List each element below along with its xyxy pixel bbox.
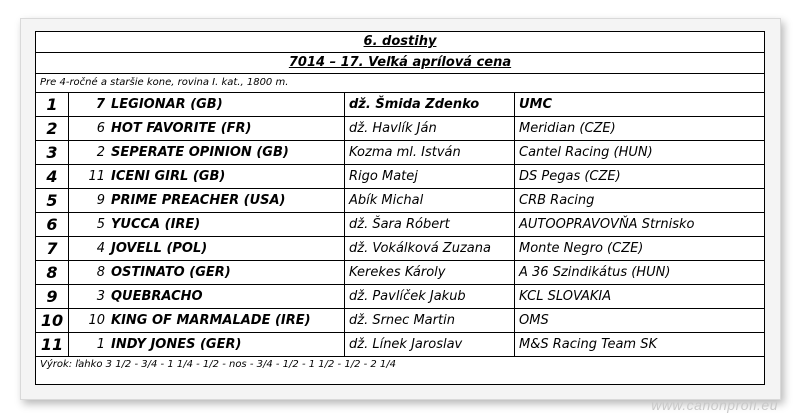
owner-cell: M&S Racing Team SK [515, 333, 765, 357]
saddle-number-cell: 2 [69, 141, 108, 165]
result-row [36, 309, 764, 333]
horse-name-cell: KING OF MARMALADE (IRE) [107, 309, 345, 333]
saddle-number-cell: 10 [69, 309, 108, 333]
owner-cell: AUTOOPRAVOVŇA Strnisko [515, 213, 765, 237]
results-table [36, 93, 764, 357]
photo-frame [20, 18, 781, 400]
result-row [36, 333, 764, 357]
position-cell: 11 [36, 333, 69, 357]
jockey-cell: dž. Vokálková Zuzana [345, 237, 515, 261]
position-cell: 5 [36, 189, 69, 213]
horse-name-cell: JOVELL (POL) [107, 237, 345, 261]
result-row [36, 285, 764, 309]
horse-name-cell: ICENI GIRL (GB) [107, 165, 345, 189]
saddle-number-cell: 3 [69, 285, 108, 309]
jockey-cell: Kerekes Károly [345, 261, 515, 285]
result-row [36, 189, 764, 213]
owner-cell: CRB Racing [515, 189, 765, 213]
jockey-cell: dž. Srnec Martin [345, 309, 515, 333]
owner-cell: A 36 Szindikátus (HUN) [515, 261, 765, 285]
owner-cell: Cantel Racing (HUN) [515, 141, 765, 165]
horse-name-cell: QUEBRACHO [107, 285, 345, 309]
result-row [36, 117, 764, 141]
position-cell: 1 [36, 93, 69, 117]
owner-cell: DS Pegas (CZE) [515, 165, 765, 189]
jockey-cell: dž. Línek Jaroslav [345, 333, 515, 357]
watermark: www.canonprofi.eu [651, 397, 778, 413]
owner-cell: UMC [515, 93, 765, 117]
saddle-number-cell: 6 [69, 117, 108, 141]
horse-name-cell: OSTINATO (GER) [107, 261, 345, 285]
position-cell: 10 [36, 309, 69, 333]
owner-cell: OMS [515, 309, 765, 333]
race-number-title: 6. dostihy [36, 32, 764, 53]
horse-name-cell: PRIME PREACHER (USA) [107, 189, 345, 213]
jockey-cell: Rigo Matej [345, 165, 515, 189]
race-conditions: Pre 4-ročné a staršie kone, rovina I. kat., 1800 m. [36, 74, 764, 93]
saddle-number-cell: 8 [69, 261, 108, 285]
result-row [36, 165, 764, 189]
saddle-number-cell: 4 [69, 237, 108, 261]
horse-name-cell: LEGIONAR (GB) [107, 93, 345, 117]
horse-name-cell: SEPERATE OPINION (GB) [107, 141, 345, 165]
jockey-cell: dž. Šara Róbert [345, 213, 515, 237]
position-cell: 9 [36, 285, 69, 309]
position-cell: 2 [36, 117, 69, 141]
saddle-number-cell: 9 [69, 189, 108, 213]
position-cell: 6 [36, 213, 69, 237]
results-sheet [35, 31, 765, 385]
jockey-cell: Kozma ml. István [345, 141, 515, 165]
race-name-title: 7014 – 17. Veľká aprílová cena [36, 53, 764, 74]
saddle-number-cell: 7 [69, 93, 108, 117]
horse-name-cell: HOT FAVORITE (FR) [107, 117, 345, 141]
saddle-number-cell: 5 [69, 213, 108, 237]
jockey-cell: dž. Havlík Ján [345, 117, 515, 141]
result-row [36, 261, 764, 285]
result-row [36, 213, 764, 237]
jockey-cell: Abík Michal [345, 189, 515, 213]
result-row [36, 237, 764, 261]
jockey-cell: dž. Šmida Zdenko [345, 93, 515, 117]
result-row [36, 93, 764, 117]
horse-name-cell: YUCCA (IRE) [107, 213, 345, 237]
saddle-number-cell: 11 [69, 165, 108, 189]
position-cell: 4 [36, 165, 69, 189]
position-cell: 3 [36, 141, 69, 165]
finishing-margins: Výrok: ľahko 3 1/2 - 3/4 - 1 1/4 - 1/2 - nos - 3/4 - 1/2 - 1 1/2 - 1/2 - 2 1/4 [40, 359, 397, 370]
position-cell: 7 [36, 237, 69, 261]
position-cell: 8 [36, 261, 69, 285]
jockey-cell: dž. Pavlíček Jakub [345, 285, 515, 309]
owner-cell: Meridian (CZE) [515, 117, 765, 141]
saddle-number-cell: 1 [69, 333, 108, 357]
result-row [36, 141, 764, 165]
horse-name-cell: INDY JONES (GER) [107, 333, 345, 357]
owner-cell: KCL SLOVAKIA [515, 285, 765, 309]
owner-cell: Monte Negro (CZE) [515, 237, 765, 261]
